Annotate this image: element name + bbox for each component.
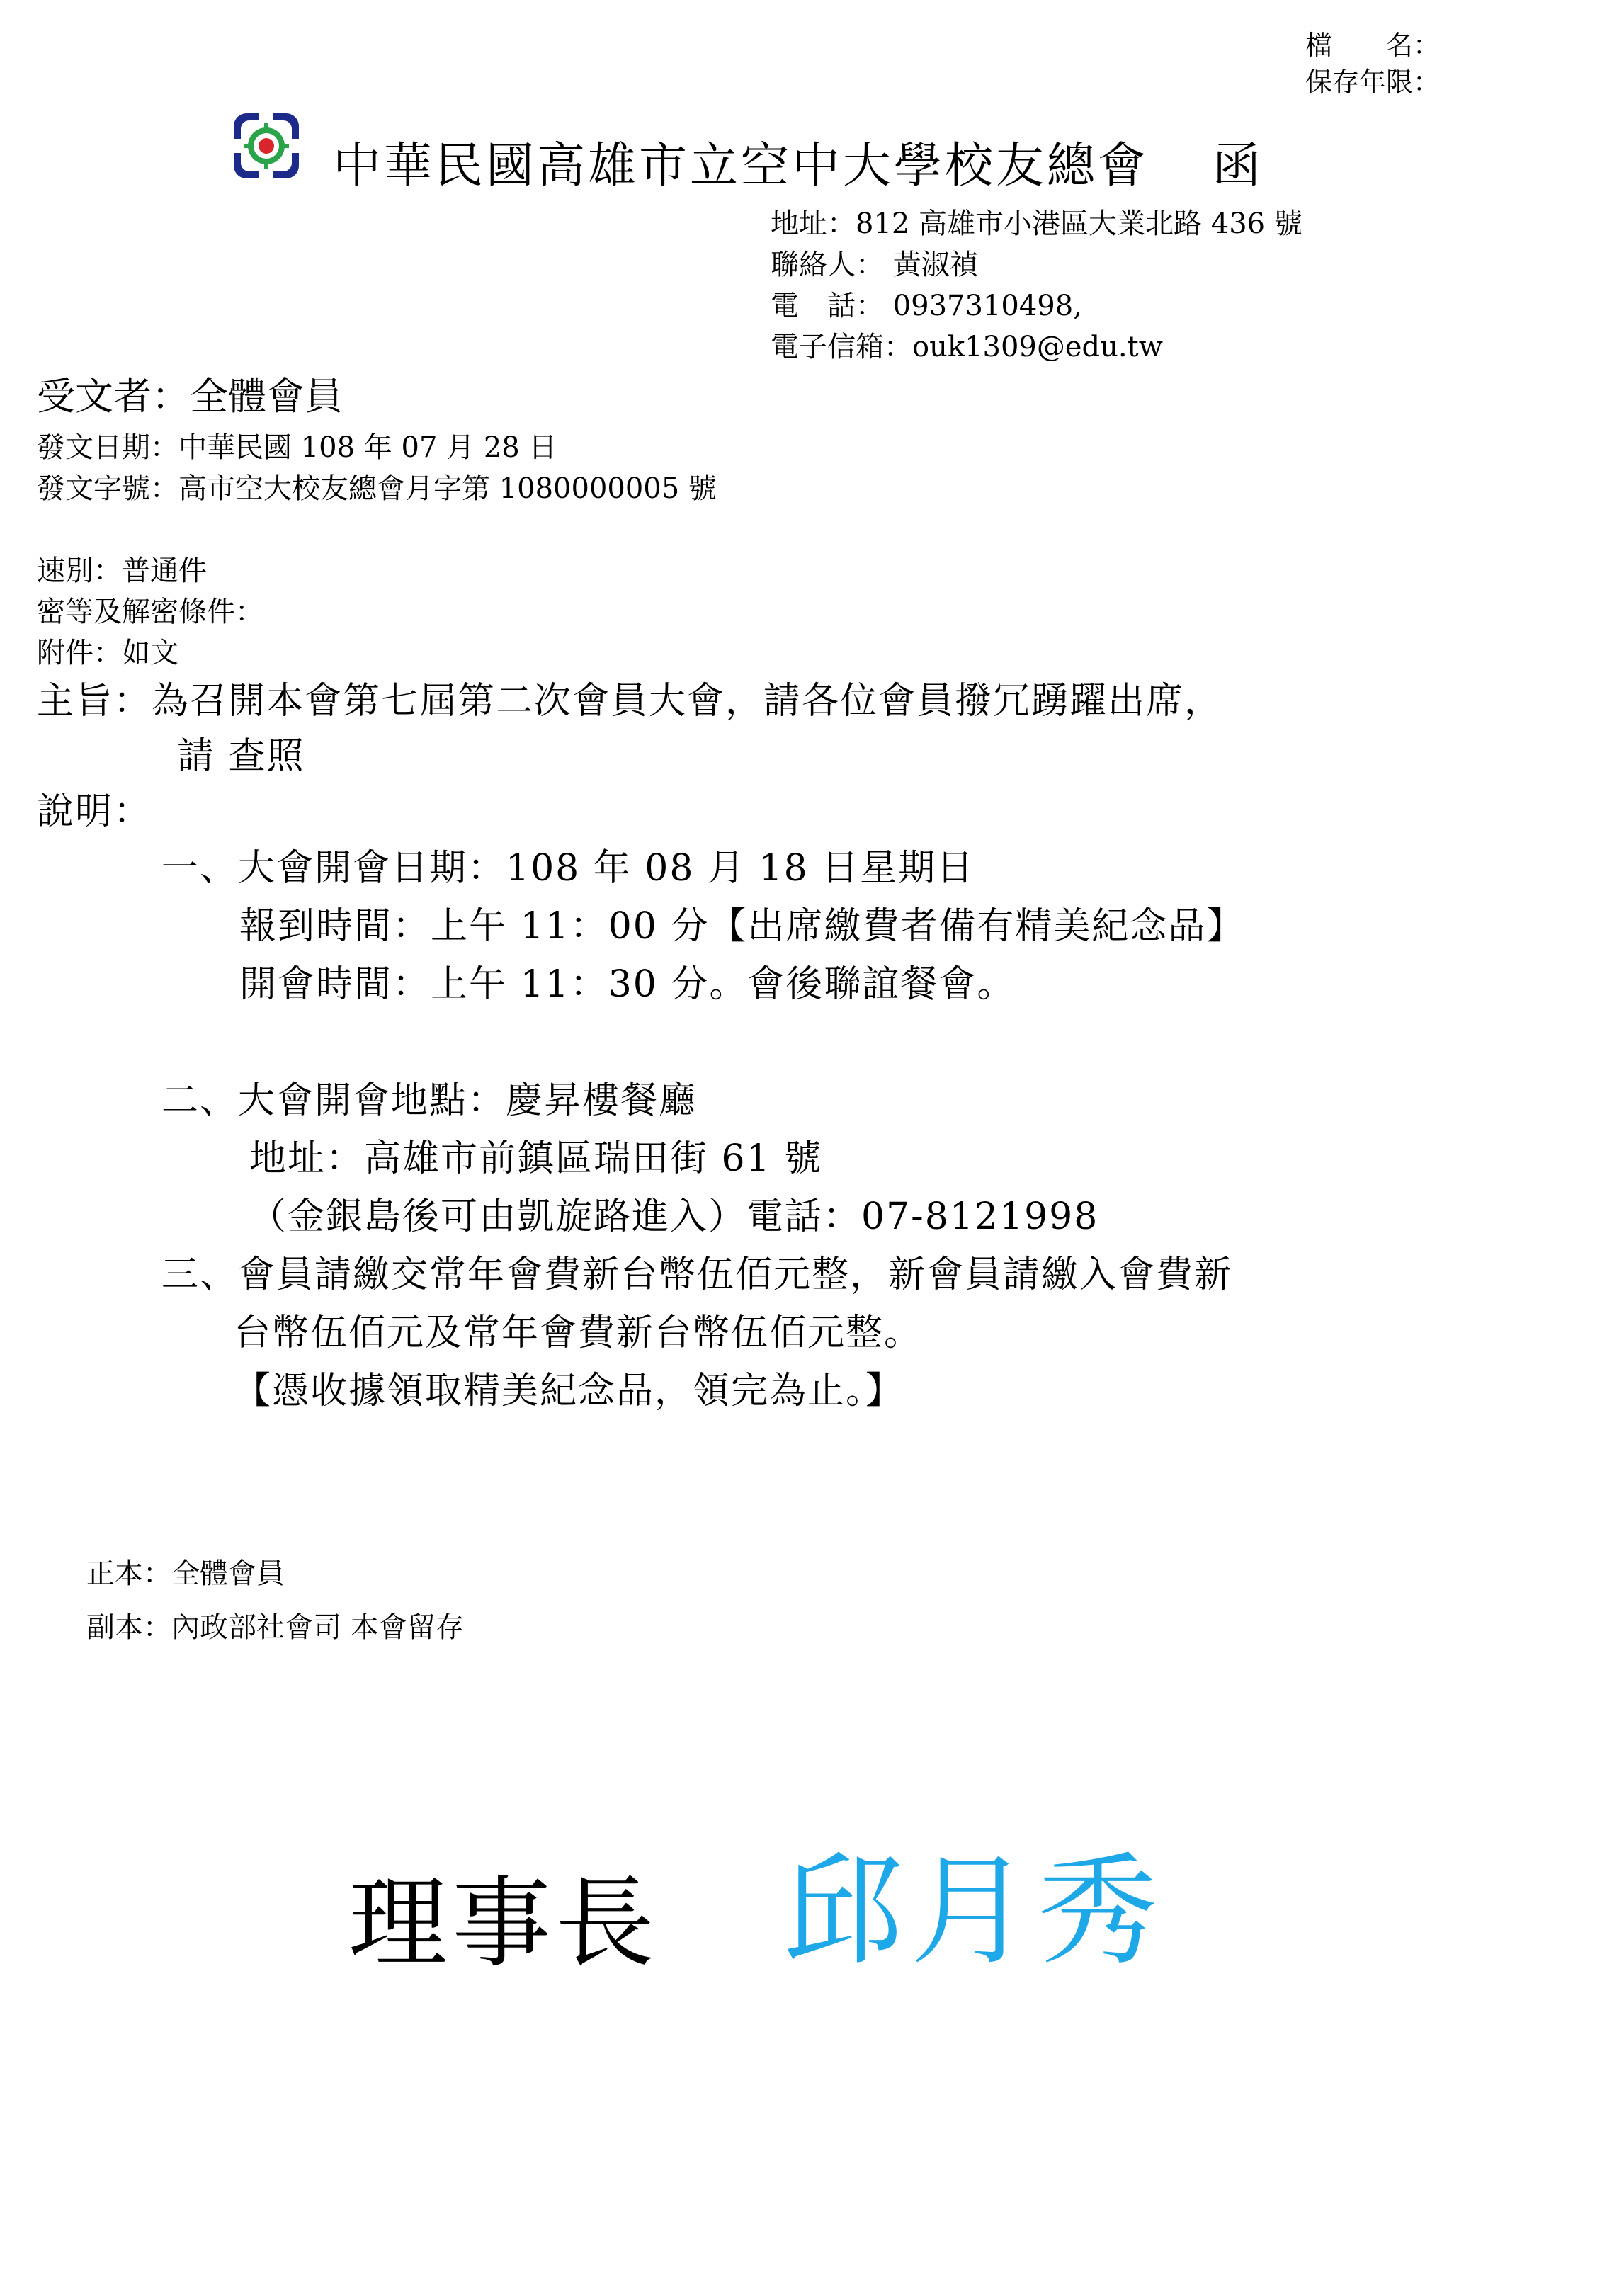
filing-name-label: 檔 名：	[1305, 30, 1440, 61]
speed-class: 速別：普通件	[37, 555, 207, 587]
explanation-heading: 說明：	[37, 790, 152, 833]
contact-email: 電子信箱：ouk1309@edu.tw	[771, 331, 1163, 363]
item2-line-1: 二、大會開會地點：慶昇樓餐廳	[161, 1079, 698, 1122]
item3-line-1: 三、會員請繳交常年會費新台幣伍佰元整，新會員請繳入會費新	[161, 1254, 1233, 1296]
issue-number: 發文字號：高市空大校友總會月字第 1080000005 號	[37, 472, 717, 505]
signature-name: 邱月秀	[783, 1841, 1166, 1982]
item2-line-3: （金銀島後可由凱旋路進入）電話：07-8121998	[249, 1196, 1099, 1238]
contact-address: 地址：812 高雄市小港區大業北路 436 號	[771, 208, 1302, 240]
document-kind: 函	[1213, 138, 1264, 194]
item1-line-3: 開會時間：上午 11：30 分。會後聯誼餐會。	[239, 963, 1016, 1006]
item3-line-3: 【憑收據領取精美紀念品，領完為止。】	[234, 1370, 904, 1412]
subject-line-2: 請 查照	[177, 735, 305, 778]
distribution-original: 正本：全體會員	[86, 1557, 285, 1590]
contact-person: 聯絡人： 黃淑禎	[771, 249, 978, 281]
attachment-line: 附件：如文	[37, 637, 178, 669]
document-title	[333, 140, 1264, 193]
secrecy-condition: 密等及解密條件：	[37, 596, 263, 628]
subject-line-1: 主旨：為召開本會第七屆第二次會員大會，請各位會員撥冗踴躍出席，	[37, 680, 1223, 722]
recipient-line: 受文者：全體會員	[37, 374, 343, 419]
distribution-copy: 副本：內政部社會司 本會留存	[86, 1611, 464, 1644]
contact-phone: 電 話： 0937310498,	[771, 290, 1082, 322]
association-emblem-icon	[231, 110, 302, 181]
item3-line-2: 台幣伍佰元及常年會費新台幣伍佰元整。	[234, 1312, 923, 1354]
item1-line-2: 報到時間：上午 11：00 分【出席繳費者備有精美紀念品】	[239, 905, 1245, 948]
issue-date: 發文日期：中華民國 108 年 07 月 28 日	[37, 431, 557, 464]
item2-line-2: 地址：高雄市前鎮區瑞田街 61 號	[249, 1137, 823, 1180]
item1-line-1: 一、大會開會日期：108 年 08 月 18 日星期日	[161, 847, 975, 890]
filing-retention-label: 保存年限：	[1305, 67, 1440, 98]
signature-title: 理事長	[348, 1866, 659, 1982]
organization-name: 中華民國高雄市立空中大學校友總會	[333, 138, 1149, 194]
